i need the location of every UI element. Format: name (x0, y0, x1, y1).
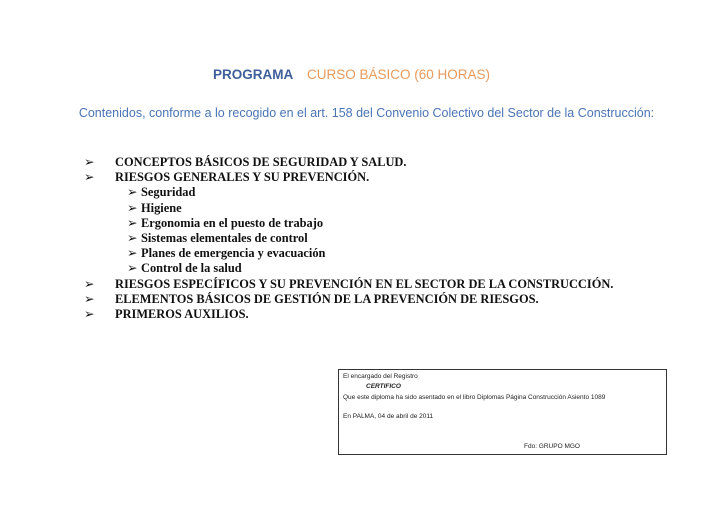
program-label: PROGRAMA (212, 67, 294, 82)
arrow-bullet-icon: ➢ (127, 200, 138, 215)
sub-list-item (84, 231, 684, 246)
certifico-label: CERTIFICO (366, 383, 401, 390)
arrow-bullet-icon: ➢ (127, 215, 138, 230)
item-text: RIESGOS GENERALES Y SU PREVENCIÓN. (115, 170, 370, 185)
sub-list-item (84, 216, 684, 231)
arrow-bullet-icon: ➢ (127, 246, 138, 261)
sub-list-item (84, 261, 684, 276)
sub-item-text: Seguridad (141, 185, 196, 200)
course-name: CURSO BÁSICO (60 HORAS) (306, 67, 491, 82)
arrow-bullet-icon: ➢ (84, 170, 95, 185)
program-title (0, 67, 703, 82)
item-text: RIESGOS ESPECÍFICOS Y SU PREVENCIÓN EN EL SECTOR DE LA CONSTRUCCIÓN. (115, 276, 614, 291)
item-text: ELEMENTOS BÁSICOS DE GESTIÓN DE LA PREVENCIÓN DE RIESGOS. (115, 291, 539, 306)
sub-item-text: Sistemas elementales de control (141, 230, 308, 245)
signature-line: Fdo: GRUPO MGO (524, 443, 580, 450)
arrow-bullet-icon: ➢ (127, 185, 138, 200)
arrow-bullet-icon: ➢ (84, 276, 95, 291)
arrow-bullet-icon: ➢ (127, 230, 138, 245)
list-item (84, 277, 684, 292)
sub-item-text: Higiene (141, 200, 182, 215)
sub-item-text: Ergonomia en el puesto de trabajo (141, 215, 324, 230)
registry-statement: Que este diploma ha sido asentado en el libro Diplomas Página Construcción Asiento 1089 (343, 394, 606, 401)
certificate-box (338, 369, 667, 455)
contents-list (84, 155, 684, 322)
list-item (84, 155, 684, 170)
list-item (84, 292, 684, 307)
sub-list-item (84, 201, 684, 216)
place-date: En PALMA, 04 de abril de 2011 (343, 413, 434, 420)
sub-item-text: Control de la salud (141, 261, 242, 276)
registry-manager-line: El encargado del Registro (343, 373, 418, 380)
list-item (84, 307, 684, 322)
sub-list-item (84, 246, 684, 261)
list-item (84, 170, 684, 185)
arrow-bullet-icon: ➢ (84, 291, 95, 306)
item-text: PRIMEROS AUXILIOS. (115, 306, 249, 321)
arrow-bullet-icon: ➢ (84, 155, 95, 169)
sub-list-item (84, 185, 684, 200)
sub-item-text: Planes de emergencia y evacuación (141, 246, 326, 261)
arrow-bullet-icon: ➢ (84, 306, 95, 321)
item-text: CONCEPTOS BÁSICOS DE SEGURIDAD Y SALUD. (115, 155, 407, 169)
arrow-bullet-icon: ➢ (127, 261, 138, 276)
contents-subtitle: Contenidos, conforme a lo recogido en el art. 158 del Convenio Colectivo del Sector de la Construcción: (78, 106, 655, 120)
